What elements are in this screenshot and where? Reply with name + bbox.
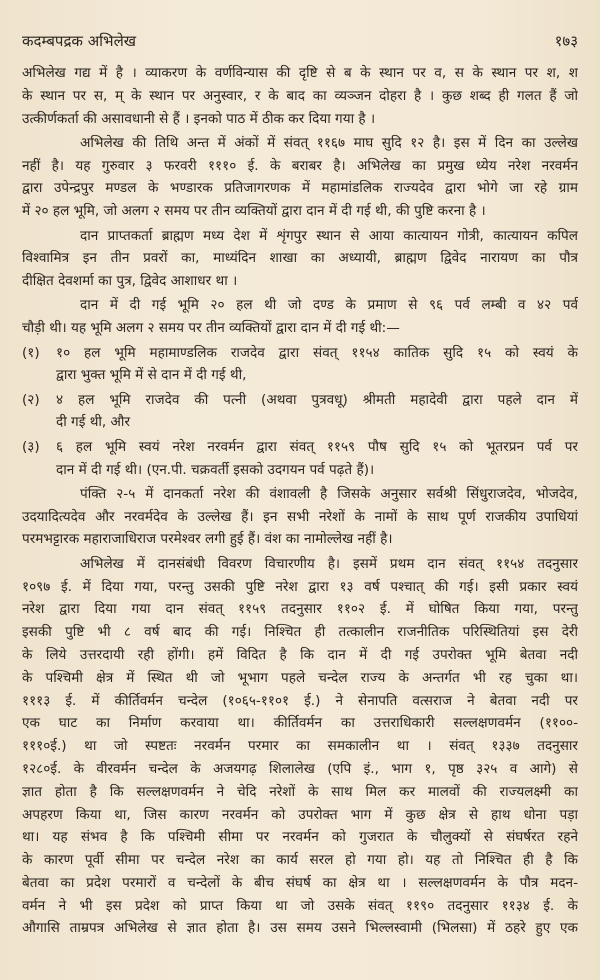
text-line: अभिलेख गद्य में है । व्याकरण के वर्णविन्यास की दृष्टि से ब के स्थान पर व, स के स्थान पर श, श <box>22 65 578 81</box>
list-item-number: (१) <box>22 344 40 361</box>
text-line: के पश्चिमी क्षेत्र में स्थित थी जो भूभाग पहले चन्देल राज्य के अन्तर्गत भी रह चुका था। <box>22 669 578 686</box>
numbered-list-item <box>22 342 578 388</box>
text-line: द्वारा उपेन्द्रपुर मण्डल के भण्डारक प्रतिजागरणक में महामांडलिक राज्यदेव द्वारा भोगे जा रहे ग्राम <box>22 180 578 197</box>
page-number: १७३ <box>554 32 578 50</box>
text-line: के स्थान पर स, म् के स्थान पर अनुस्वार, र के बाद का व्यञ्जन दोहरा है । कुछ शब्द ही गलत हैं जो <box>22 87 578 104</box>
text-line: १०९७ ई. में दिया गया, परन्तु उसकी पुष्टि नरेश द्वारा १३ वर्ष पश्चात् की गई। इसी प्रकार स्वयं <box>22 578 578 595</box>
text-line: ४ हल भूमि राजदेव की पत्नी (अथवा पुत्रवधू) श्रीमती महादेवी द्वारा पहले दान में <box>56 391 578 408</box>
paragraph <box>22 62 578 130</box>
list-item-text <box>56 436 578 482</box>
text-line: चौड़ी थी। यह भूमि अलग २ समय पर तीन व्यक्तियों द्वारा दान में दी गई थी:— <box>22 320 400 337</box>
running-title: कदम्बपद्रक अभिलेख <box>22 32 137 50</box>
text-line: था। यह संभव है कि पश्चिमी सीमा पर नरवर्मन को गुजरात के चौलुक्यों से संघर्षरत रहने <box>22 829 578 846</box>
text-line: १११०ई.) था जो स्पष्टतः नरवर्मन परमार का समकालीन था । संवत् १३३७ तदनुसार <box>22 738 578 755</box>
list-item-number: (३) <box>22 438 40 455</box>
running-header <box>22 30 578 52</box>
text-line: विश्वामित्र इन तीन प्रवरों का, माध्यंदिन शाखा का अध्यायी, ब्राह्मण द्विवेद नारायण का पौत्र <box>22 250 578 267</box>
text-line: एक घाट का निर्माण करवाया था। कीर्तिवर्मन का उत्तराधिकारी सल्लक्षणवर्मन (११००- <box>22 715 578 732</box>
text-line: में २० हल भूमि, जो अलग २ समय पर तीन व्यक्तियों द्वारा दान में दी गई थी, की पुष्टि करना है । <box>22 203 486 220</box>
text-line: के कारण पूर्वी सीमा पर चन्देल नरेश का कार्य सरल हो गया हो। यह तो निश्चित ही है कि <box>22 852 578 869</box>
paragraph <box>22 132 578 223</box>
text-line: १० हल भूमि महामाण्डलिक राजदेव द्वारा संवत् ११५४ कातिक सुदि १५ को स्वयं के <box>56 344 578 361</box>
text-line: ६ हल भूमि स्वयं नरेश नरवर्मन द्वारा संवत् ११५९ पौष सुदि १५ को भूतरप्रन पर्व पर <box>56 438 578 455</box>
text-line: अभिलेख की तिथि अन्त में अंकों में संवत् ११६७ माघ सुदि १२ है। इस में दिन का उल्लेख <box>80 134 578 151</box>
text-line: १११३ ई. में कीर्तिवर्मन चन्देल (१०६५-११०१ ई.) ने सेनापति वत्सराज ने बेतवा नदी पर <box>22 692 578 709</box>
text-line: औगासि ताम्रपत्र अभिलेख से ज्ञात होता है। उस समय उसने भिल्लस्वामी (भिलसा) में ठहरे हुए एक <box>22 920 578 937</box>
text-line: नहीं है। यह गुरुवार ३ फरवरी १११० ई. के बराबर है। अभिलेख का प्रमुख ध्येय नरेश नरवर्मन <box>22 157 578 174</box>
text-line: नरेश द्वारा दिया गया दान संवत् ११५९ तदनुसार ११०२ ई. में घोषित किया गया, परन्तु <box>22 601 578 618</box>
numbered-list-item <box>22 389 578 435</box>
list-item-text <box>56 342 578 388</box>
text-line: दान में दी गई भूमि २० हल थी जो दण्ड के प्रमाण से ९६ पर्व लम्बी व ४२ पर्व <box>80 297 578 314</box>
text-line: परमभट्टारक महाराजाधिराज परमेश्वर लगी हुई हैं। वंश का नामोल्लेख नहीं है। <box>22 531 393 548</box>
text-line: दी गई थी, और <box>56 414 131 431</box>
text-line: अपहरण किया था, जिस कारण नरवर्मन को उपरोक्त भाग में कुछ क्षेत्र से हाथ धोना पड़ा <box>22 806 578 823</box>
text-line: पंक्ति २-५ में दानकर्ता नरेश की वंशावली है जिसके अनुसार सर्वश्री सिंधुराजदेव, भोजदेव, <box>80 485 578 502</box>
text-line: दान में दी गई थी। (एन.पी. चक्रवर्ती इसको उदगयन पर्व पढ़ते हैं)। <box>56 461 375 478</box>
text-line: वर्मन ने भी इस प्रदेश को प्राप्त किया था जो उसके संवत् ११९० तदनुसार ११३४ ई. के <box>22 897 578 914</box>
text-line: उदयादित्यदेव और नरवर्मदेव के उल्लेख हैं। इन सभी नरेशों के नामों के साथ पूर्ण राजकीय उपाधियां <box>22 508 578 525</box>
page-body <box>22 62 578 942</box>
paragraph <box>22 225 578 293</box>
text-line: ज्ञात होता है कि सल्लक्षणवर्मन ने चेदि नरेशों के साथ मिल कर मालवों की राज्यलक्ष्मी का <box>22 783 578 800</box>
paragraph <box>22 294 578 340</box>
paragraph <box>22 483 578 551</box>
text-line: के लिये उत्तरदायी रही होंगी। हमें विदित है कि दान में दी गई उपरोक्त भूमि बेतवा नदी <box>22 646 578 663</box>
text-line: बेतवा का प्रदेश परमारों व चन्देलों के बीच संघर्ष का क्षेत्र था । सल्लक्षणवर्मन के पौत्र मदन- <box>22 874 578 891</box>
text-line: १२८०ई. के वीरवर्मन चन्देल के अजयगढ़ शिलालेख (एपि इं., भाग १, पृष्ठ ३२५ व आगे) से <box>22 760 578 777</box>
list-item-number: (२) <box>22 391 40 408</box>
text-line: उत्कीर्णकर्ता की असावधानी से हैं । इनको पाठ में ठीक कर दिया गया है । <box>22 110 376 127</box>
numbered-list-item <box>22 436 578 482</box>
text-line: दीक्षित देवशर्मा का पुत्र, द्विवेद आशाधर था । <box>22 273 238 290</box>
text-line: इसकी पुष्टि भी ८ वर्ष बाद की गई। निश्चित ही तत्कालीन राजनीतिक परिस्थितियां इस देरी <box>22 624 578 641</box>
text-line: अभिलेख में दानसंबंधी विवरण विचारणीय है। इसमें प्रथम दान संवत् ११५४ तदनुसार <box>80 555 578 572</box>
text-line: द्वारा भुक्त भूमि में से दान में दी गई थी, <box>56 367 247 384</box>
paragraph <box>22 553 578 941</box>
text-line: दान प्राप्तकर्ता ब्राह्मण मध्य देश में शृंगपुर स्थान से आया कात्यायन गोत्री, कात्यायन कपिल <box>80 227 578 244</box>
list-item-text <box>56 389 578 435</box>
